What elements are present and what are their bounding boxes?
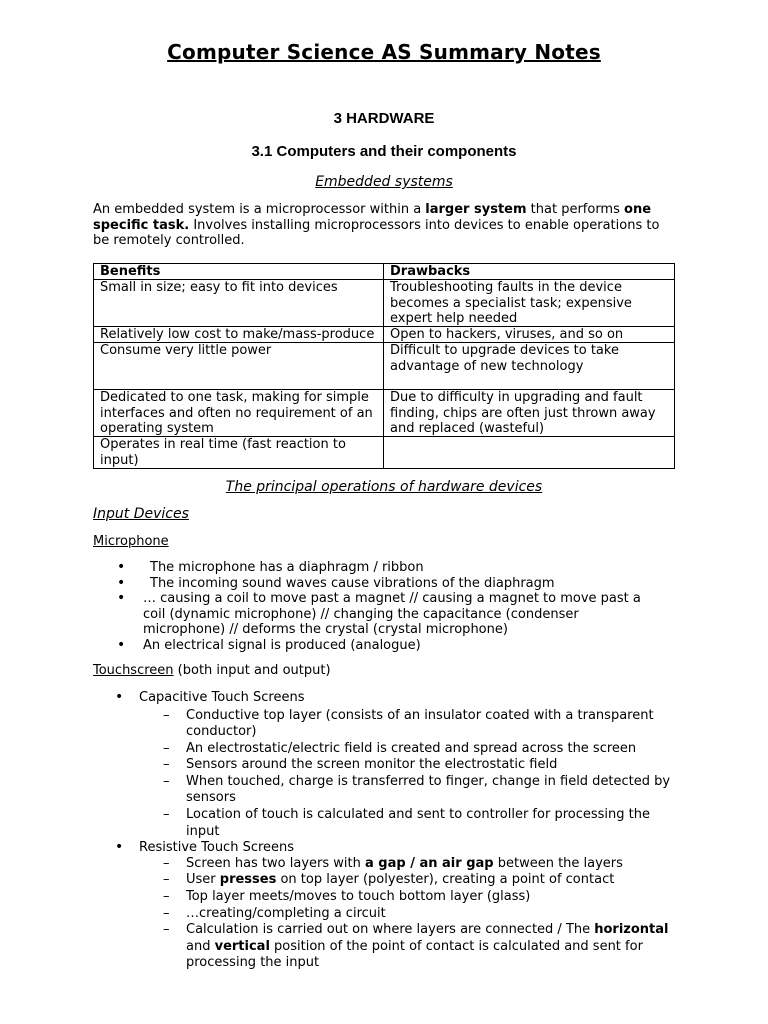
section-heading: 3.1 Computers and their components: [251, 143, 517, 160]
list-item: • … causing a coil to move past a magnet // causing a magnet to move past a coil (dynamic microphone) // changing the capacitance (condenser microphone) // deforms the crystal (crystal microphone): [93, 591, 653, 638]
list-item: – Conductive top layer (consists of an insulator coated with a transparent conductor): [139, 708, 673, 741]
principal-operations-heading: The principal operations of hardware devices: [225, 479, 543, 495]
table-cell: Difficult to upgrade devices to take advantage of new technology: [384, 343, 675, 390]
text-run: Screen has two layers with: [186, 855, 365, 871]
table-cell: [384, 437, 675, 469]
capacitive-sublist: [139, 708, 673, 841]
capacitive-label: Capacitive Touch Screens: [139, 690, 305, 705]
table-row: [94, 327, 675, 343]
list-item: [139, 922, 673, 972]
text-run: and: [186, 938, 215, 954]
list-item: [139, 856, 673, 873]
embedded-systems-heading: Embedded systems: [315, 174, 453, 190]
table-row: [94, 390, 675, 437]
bold-run: a gap / an air gap: [365, 855, 494, 871]
touchscreen-heading: [93, 663, 331, 678]
touchscreen-list: [93, 690, 673, 972]
intro-bold-2: one specific task.: [93, 202, 652, 233]
list-item-capacitive: [93, 690, 673, 840]
list-item: – Location of touch is calculated and sent to controller for processing the input: [139, 807, 673, 840]
table-cell: Due to difficulty in upgrading and fault finding, chips are often just thrown away and replaced (wasteful): [384, 390, 675, 437]
table-cell: Operates in real time (fast reaction to input): [94, 437, 384, 469]
bold-run: vertical: [214, 938, 270, 954]
list-item: – An electrostatic/electric field is created and spread across the screen: [139, 741, 673, 758]
table-header-benefits: Benefits: [94, 264, 384, 280]
table-row: [94, 280, 675, 327]
touchscreen-heading-suffix: (both input and output): [173, 663, 331, 678]
text-run: between the layers: [493, 855, 623, 871]
list-item: – …creating/completing a circuit: [139, 906, 673, 923]
list-item: – Top layer meets/moves to touch bottom layer (glass): [139, 889, 673, 906]
document-title: Computer Science AS Summary Notes: [167, 40, 601, 64]
table-header-row: [94, 264, 675, 280]
microphone-list: [93, 560, 653, 653]
table-cell: Consume very little power: [94, 343, 384, 390]
text-run: Calculation is carried out on where layers are connected / The: [186, 922, 595, 938]
intro-bold-1: larger system: [425, 202, 527, 217]
table-cell: Small in size; easy to fit into devices: [94, 280, 384, 327]
input-devices-heading: Input Devices: [93, 506, 189, 522]
table-cell: Relatively low cost to make/mass-produce: [94, 327, 384, 343]
bold-run: horizontal: [594, 922, 669, 938]
resistive-sublist: [139, 856, 673, 972]
touchscreen-heading-label: Touchscreen: [93, 663, 174, 678]
table-row: [94, 437, 675, 469]
bold-run: presses: [219, 872, 277, 888]
table-cell: Open to hackers, viruses, and so on: [384, 327, 675, 343]
intro-text-1: An embedded system is a microprocessor within a: [93, 202, 426, 217]
chapter-heading: 3 HARDWARE: [333, 110, 435, 127]
text-run: User: [186, 872, 220, 888]
list-item: • The incoming sound waves cause vibrations of the diaphragm: [93, 576, 653, 592]
benefits-drawbacks-table: [93, 263, 675, 469]
list-item: • An electrical signal is produced (analogue): [93, 638, 653, 654]
embedded-intro-paragraph: [93, 202, 673, 249]
list-item: [139, 872, 673, 889]
list-item: – Sensors around the screen monitor the electrostatic field: [139, 757, 673, 774]
microphone-heading: Microphone: [93, 534, 169, 549]
text-run: position of the point of contact is calculated and sent for processing the input: [186, 938, 643, 971]
intro-text-3: Involves installing microprocessors into devices to enable operations to be remotely controlled.: [93, 217, 660, 248]
intro-text-2: that performs: [526, 202, 625, 217]
resistive-label: Resistive Touch Screens: [139, 840, 295, 856]
list-item: – When touched, charge is transferred to finger, change in field detected by sensors: [139, 774, 673, 807]
list-item-resistive: [93, 840, 673, 972]
table-cell: Troubleshooting faults in the device becomes a specialist task; expensive expert help needed: [384, 280, 675, 327]
table-header-drawbacks: Drawbacks: [384, 264, 675, 280]
table-row: [94, 343, 675, 390]
list-item: • The microphone has a diaphragm / ribbon: [93, 560, 653, 576]
text-run: on top layer (polyester), creating a point of contact: [276, 872, 615, 888]
table-cell: Dedicated to one task, making for simple interfaces and often no requirement of an operating system: [94, 390, 384, 437]
